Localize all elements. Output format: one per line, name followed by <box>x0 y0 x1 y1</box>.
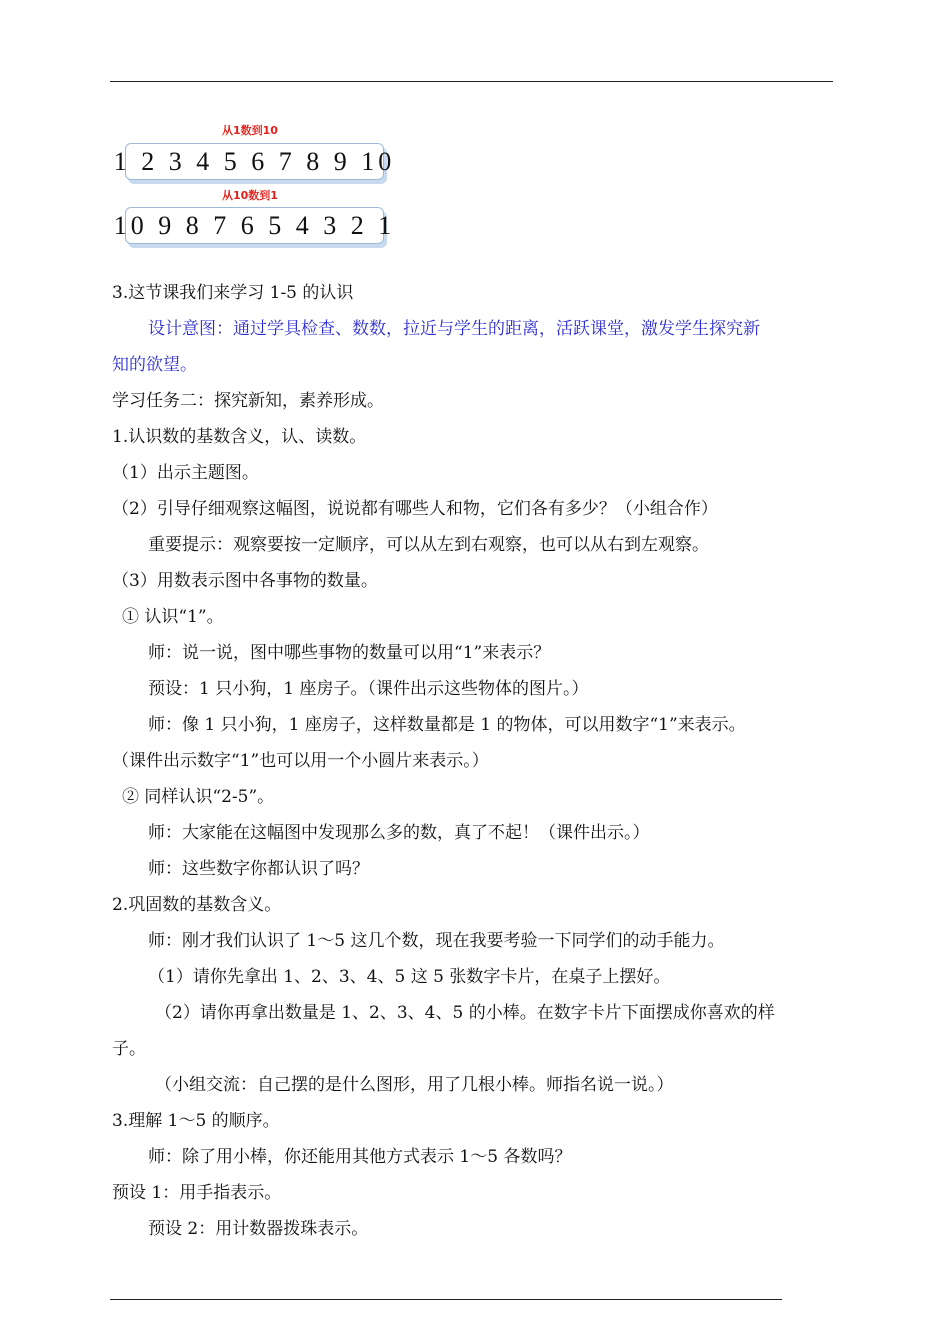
footer-rule <box>110 1299 782 1300</box>
text-line: （2）请你再拿出数量是 1、2、3、4、5 的小棒。在数字卡片下面摆成你喜欢的样 <box>155 1003 775 1023</box>
text-line: 3.这节课我们来学习 1-5 的认识 <box>112 283 354 303</box>
text-line: 预设 2：用计数器拨珠表示。 <box>148 1219 369 1239</box>
text-line: （1）出示主题图。 <box>112 463 259 483</box>
text-line: 重要提示：观察要按一定顺序，可以从左到右观察，也可以从右到左观察。 <box>148 535 709 555</box>
figure-caption-count-down: 从10数到1 <box>222 189 278 202</box>
figure-caption-count-up: 从1数到10 <box>222 124 278 137</box>
section-heading: 1.认识数的基数含义，认、读数。 <box>112 427 367 447</box>
text-line: 预设 1：用手指表示。 <box>112 1183 282 1203</box>
text-line: 师：除了用小棒，你还能用其他方式表示 1～5 各数吗？ <box>148 1147 572 1167</box>
text-line: 师：像 1 只小狗，1 座房子，这样数量都是 1 的物体，可以用数字“1”来表示。 <box>148 715 746 735</box>
text-line: （小组交流：自己摆的是什么图形，用了几根小棒。师指名说一说。） <box>155 1075 674 1095</box>
text-line: 师：大家能在这幅图中发现那么多的数，真了不起！（课件出示。） <box>148 823 650 843</box>
section-heading: 3.理解 1～5 的顺序。 <box>112 1111 280 1131</box>
text-line: （1）请你先拿出 1、2、3、4、5 这 5 张数字卡片，在桌子上摆好。 <box>148 967 671 987</box>
design-intent-line: 设计意图：通过学具检查、数数，拉近与学生的距离，活跃课堂，激发学生探究新 <box>148 319 760 339</box>
number-row-10-to-1: 10 9 8 7 6 5 4 3 2 1 <box>125 207 384 244</box>
text-line: （2）引导仔细观察这幅图，说说都有哪些人和物，它们各有多少？（小组合作） <box>112 499 718 519</box>
text-line: 师：这些数字你都认识了吗？ <box>148 859 369 879</box>
header-rule <box>110 81 833 82</box>
text-line: ① 认识“1”。 <box>122 607 224 627</box>
text-line: ② 同样认识“2-5”。 <box>122 787 275 807</box>
text-line: 师：刚才我们认识了 1～5 这几个数，现在我要考验一下同学们的动手能力。 <box>148 931 725 951</box>
number-row-1-to-10: 1 2 3 4 5 6 7 8 9 10 <box>125 143 384 180</box>
design-intent-line: 知的欲望。 <box>112 355 197 375</box>
task-heading: 学习任务二：探究新知，素养形成。 <box>112 391 384 411</box>
text-line: 预设：1 只小狗，1 座房子。（课件出示这些物体的图片。） <box>148 679 589 699</box>
section-heading: 2.巩固数的基数含义。 <box>112 895 282 915</box>
text-line: （课件出示数字“1”也可以用一个小圆片来表示。） <box>112 751 489 771</box>
text-line: 子。 <box>112 1039 146 1059</box>
text-line: （3）用数表示图中各事物的数量。 <box>112 571 378 591</box>
text-line: 师：说一说，图中哪些事物的数量可以用“1”来表示？ <box>148 643 551 663</box>
